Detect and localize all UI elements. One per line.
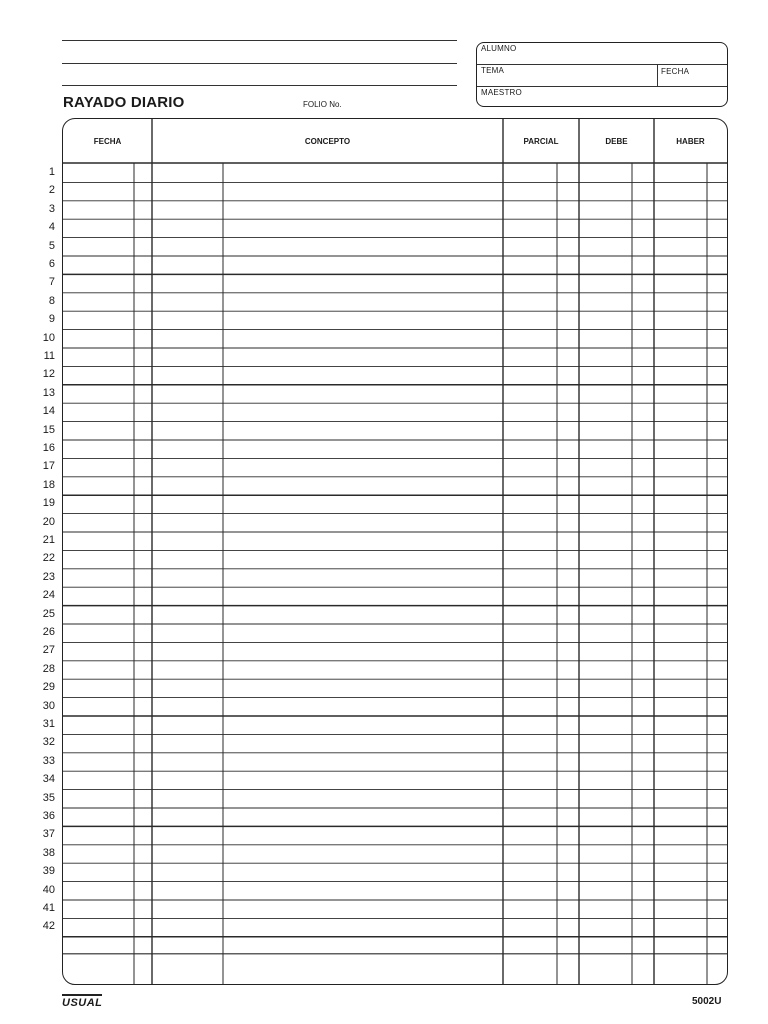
row-number: 32 bbox=[42, 736, 55, 749]
top-blank-line-3 bbox=[62, 85, 457, 86]
row-number: 35 bbox=[42, 791, 55, 804]
folio-label: FOLIO No. bbox=[303, 100, 342, 109]
row-number: 21 bbox=[42, 534, 55, 546]
row-number: 4 bbox=[48, 221, 55, 234]
product-code: 5002U bbox=[692, 996, 722, 1007]
row-number: 16 bbox=[42, 442, 55, 454]
column-header-debe: DEBE bbox=[605, 136, 628, 146]
row-number: 17 bbox=[42, 460, 55, 473]
maestro-label: MAESTRO bbox=[481, 88, 522, 97]
row-number: 27 bbox=[42, 644, 55, 657]
row-number: 3 bbox=[48, 202, 55, 215]
tema-label: TEMA bbox=[481, 66, 505, 75]
column-header-parcial: PARCIAL bbox=[523, 136, 559, 146]
row-number: 18 bbox=[42, 478, 55, 491]
row-number: 8 bbox=[48, 294, 55, 307]
row-number: 37 bbox=[42, 828, 55, 841]
brand-logo: USUAL bbox=[62, 994, 102, 1009]
row-number: 33 bbox=[42, 754, 55, 767]
row-number: 14 bbox=[42, 405, 55, 418]
row-number: 40 bbox=[42, 883, 55, 896]
column-header-fecha: FECHA bbox=[93, 136, 122, 146]
row-number: 28 bbox=[42, 662, 55, 675]
top-blank-line-2 bbox=[62, 63, 457, 64]
info-row-divider-1 bbox=[477, 64, 727, 65]
row-number: 13 bbox=[42, 386, 55, 399]
row-number: 1 bbox=[48, 166, 55, 178]
row-number: 39 bbox=[42, 865, 55, 878]
column-header-haber: HABER bbox=[676, 136, 705, 146]
row-number: 41 bbox=[42, 902, 55, 914]
row-number: 7 bbox=[48, 276, 55, 289]
row-number: 24 bbox=[42, 589, 55, 602]
row-number: 42 bbox=[42, 920, 55, 933]
alumno-label: ALUMNO bbox=[481, 44, 517, 53]
ledger-table bbox=[62, 118, 728, 985]
row-number: 34 bbox=[42, 773, 55, 786]
row-number: 15 bbox=[42, 423, 55, 436]
row-number: 22 bbox=[42, 552, 55, 565]
top-blank-line-1 bbox=[62, 40, 457, 41]
page-title: RAYADO DIARIO bbox=[63, 94, 185, 111]
row-number: 23 bbox=[42, 570, 55, 583]
row-number: 25 bbox=[42, 607, 55, 620]
row-number: 6 bbox=[48, 258, 55, 270]
info-column-divider bbox=[657, 65, 658, 86]
student-info-box bbox=[476, 42, 728, 107]
column-header-concepto: CONCEPTO bbox=[304, 136, 351, 146]
row-number: 26 bbox=[42, 626, 55, 638]
row-number: 9 bbox=[48, 313, 55, 326]
row-number: 29 bbox=[42, 681, 55, 694]
row-number: 10 bbox=[42, 331, 55, 344]
row-number: 5 bbox=[48, 239, 55, 252]
row-number: 36 bbox=[42, 810, 55, 822]
row-number: 2 bbox=[48, 184, 55, 197]
fecha-info-label: FECHA bbox=[661, 67, 690, 76]
row-number: 12 bbox=[42, 368, 55, 381]
row-number: 20 bbox=[42, 515, 55, 528]
row-number: 30 bbox=[42, 699, 55, 712]
row-number: 31 bbox=[42, 718, 55, 730]
info-row-divider-2 bbox=[477, 86, 727, 87]
row-number: 19 bbox=[42, 497, 55, 510]
row-number: 11 bbox=[43, 350, 55, 362]
row-number: 38 bbox=[42, 846, 55, 859]
ledger-grid bbox=[63, 119, 728, 985]
